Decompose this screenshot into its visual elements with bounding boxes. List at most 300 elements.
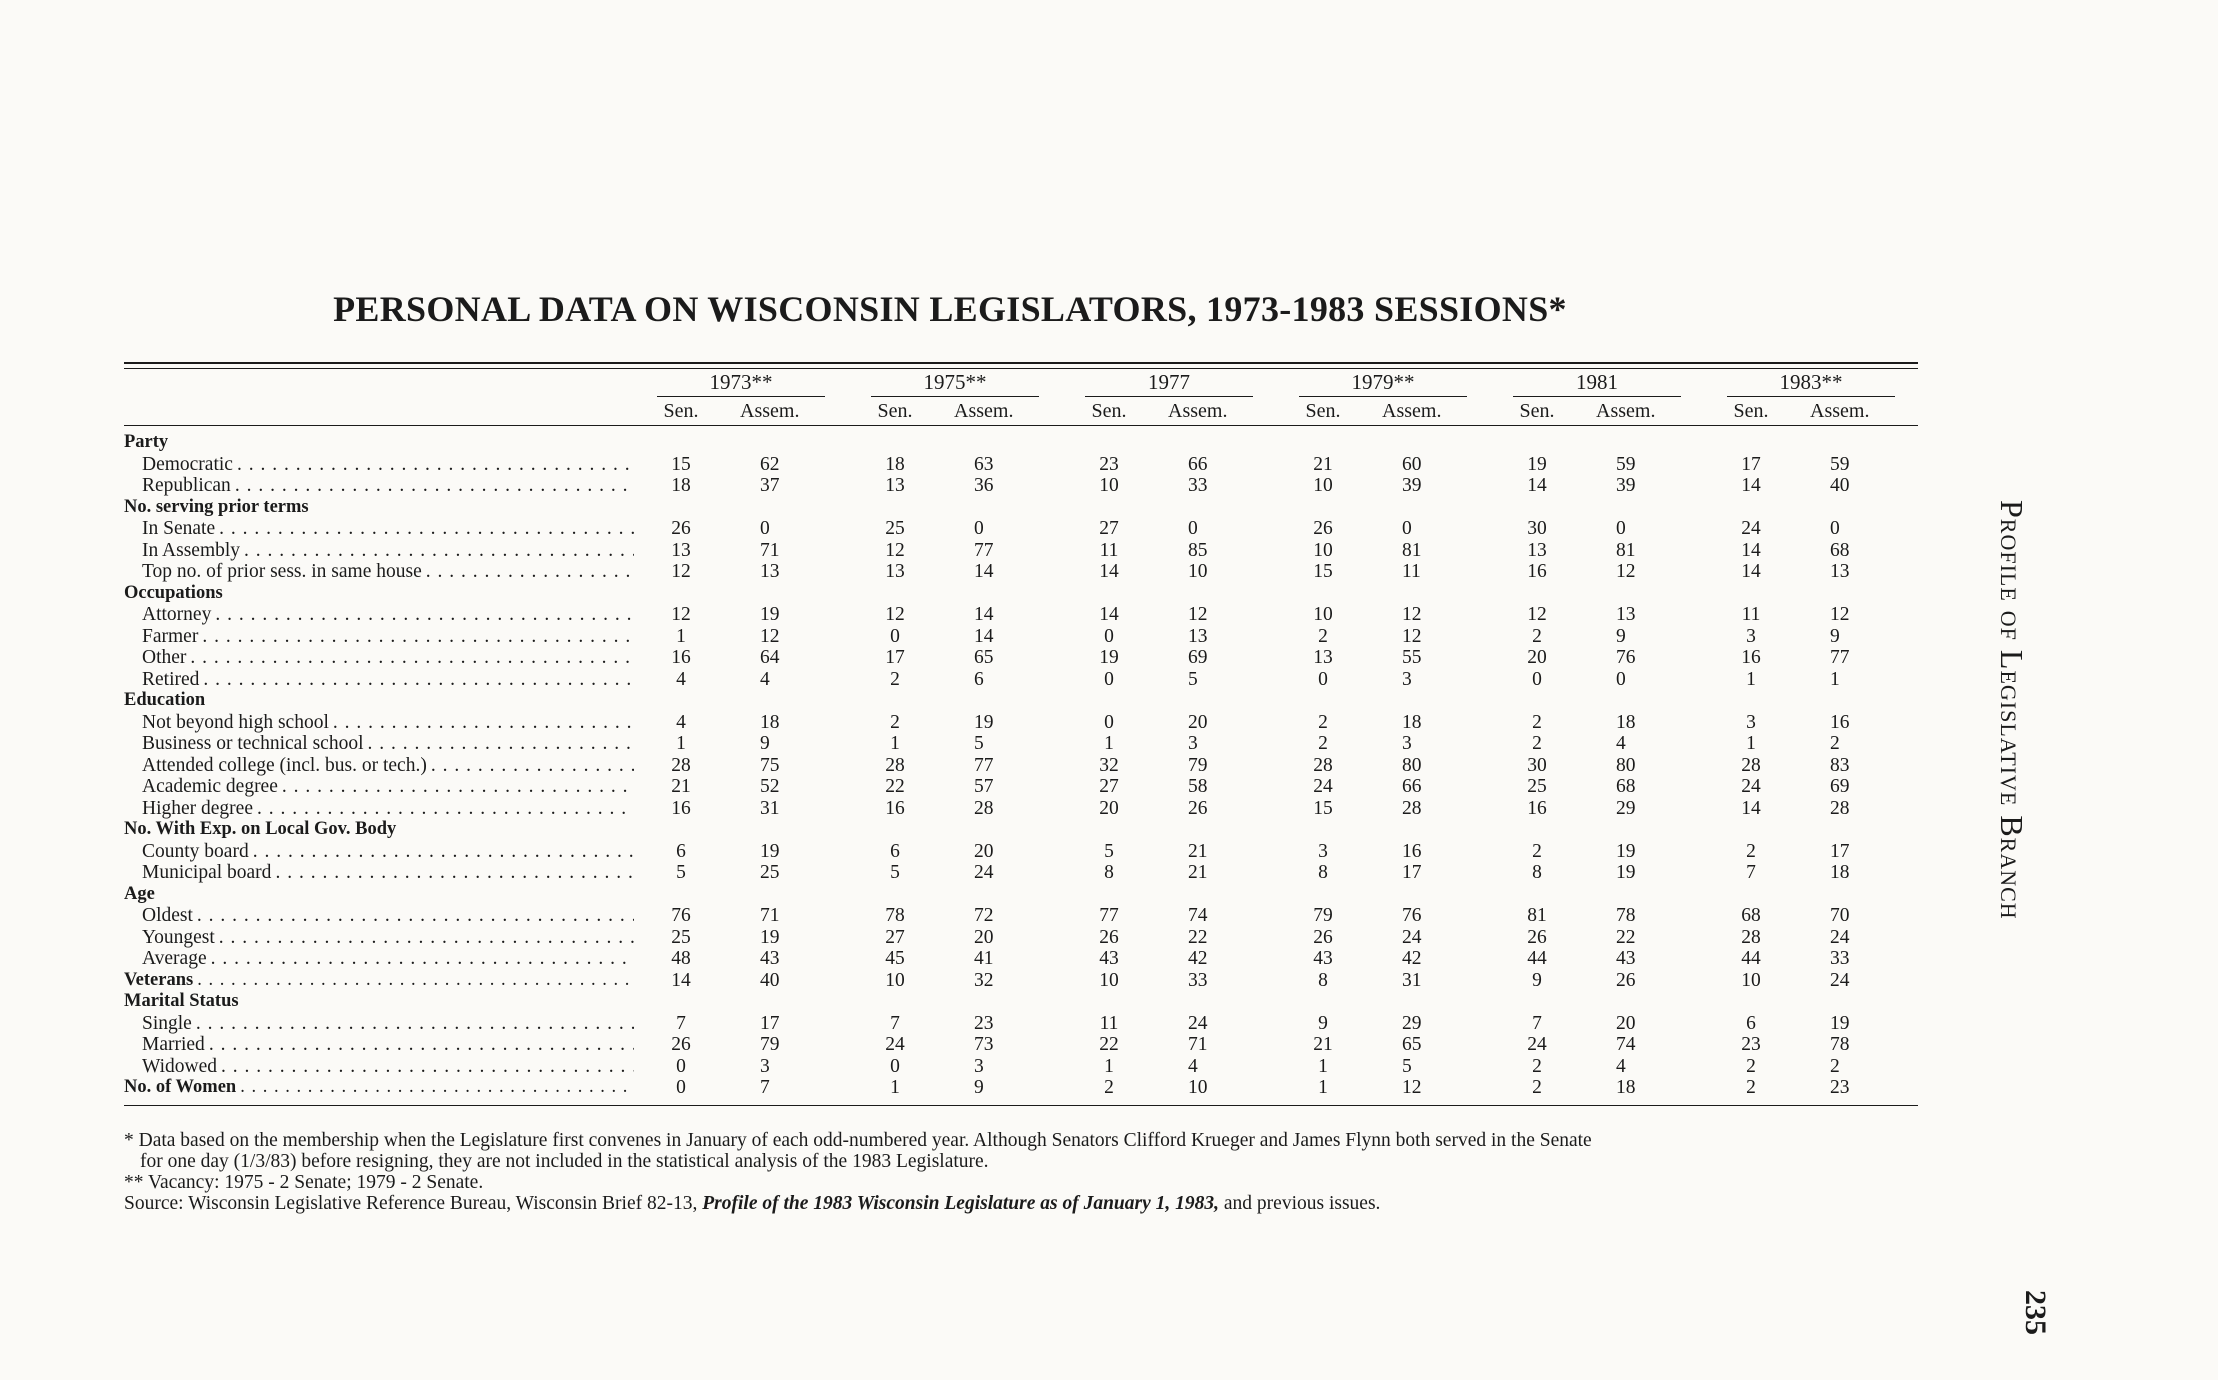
row-label (124, 712, 634, 734)
senate-value: 1 (1746, 668, 1756, 690)
senate-value: 15 (1313, 797, 1333, 819)
assembly-value: 58 (1188, 776, 1208, 797)
row-label-text: Farmer (142, 626, 202, 648)
year-header (1704, 369, 1918, 397)
senate-value: 8 (1318, 969, 1328, 991)
senate-value: 2 (1532, 840, 1542, 862)
row-label-text: Married (142, 1034, 209, 1056)
assembly-value: 79 (760, 1034, 780, 1055)
senate-value: 20 (1527, 647, 1547, 668)
footnote-1: * Data based on the membership when the Legislature first convenes in January of each odd-numbered year. Although Senators Clifford Krueger and James Flynn both served in the Senate (124, 1130, 1592, 1151)
senate-value: 14 (1099, 561, 1119, 582)
table-row (124, 948, 1918, 970)
table-row (124, 841, 1918, 863)
leader-dots (333, 712, 634, 734)
row-label-text: Average (142, 948, 211, 970)
assembly-value: 3 (760, 1055, 770, 1077)
assembly-value: 20 (974, 926, 994, 948)
assembly-value: 9 (1830, 625, 1840, 647)
assembly-value: 19 (760, 926, 780, 948)
footnote-2: ** Vacancy: 1975 - 2 Senate; 1979 - 2 Senate. (124, 1172, 484, 1193)
assembly-value: 55 (1402, 647, 1422, 668)
assembly-value: 24 (1830, 926, 1850, 948)
senate-value: 6 (890, 840, 900, 862)
table-row (124, 626, 1918, 648)
section-heading: No. serving prior terms (124, 496, 309, 517)
row-label-text: Youngest (142, 927, 219, 949)
senate-value: 2 (890, 711, 900, 733)
section-heading-row (124, 497, 1918, 519)
assembly-value: 13 (760, 561, 780, 582)
senate-value: 10 (885, 969, 905, 991)
assembly-value: 81 (1616, 539, 1636, 561)
table-row (124, 798, 1918, 820)
senate-value: 14 (1099, 604, 1119, 625)
row-label (124, 540, 634, 562)
leader-dots (190, 647, 634, 669)
assembly-value: 75 (760, 754, 780, 776)
assembly-value: 52 (760, 776, 780, 797)
senate-value: 44 (1527, 948, 1547, 969)
senate-value: 12 (671, 561, 691, 582)
section-heading-row (124, 432, 1918, 454)
data-table (124, 369, 1918, 1099)
assembly-value: 17 (1402, 862, 1422, 883)
assembly-value: 19 (1616, 862, 1636, 883)
assembly-value: 57 (974, 776, 994, 797)
assembly-value: 72 (974, 905, 994, 926)
assembly-value: 26 (1188, 797, 1208, 819)
assembly-value: 71 (1188, 1034, 1208, 1055)
assembly-value: 0 (760, 518, 770, 539)
assembly-value: 41 (974, 948, 994, 969)
assembly-value: 5 (1188, 668, 1198, 690)
senate-value: 4 (676, 711, 686, 733)
table-row (124, 475, 1918, 497)
assembly-value: 65 (1402, 1034, 1422, 1055)
assembly-value: 4 (1616, 733, 1626, 754)
senate-value: 26 (1527, 926, 1547, 948)
assembly-value: 26 (1616, 969, 1636, 991)
senate-value: 14 (1741, 475, 1761, 496)
page-number: 235 (2019, 1290, 2052, 1335)
row-label (124, 905, 634, 927)
leader-dots (209, 1034, 634, 1056)
senate-value: 0 (1104, 625, 1114, 647)
senate-value: 23 (1099, 453, 1119, 475)
assembly-value: 16 (1830, 711, 1850, 733)
assembly-value: 62 (760, 453, 780, 475)
table-row (124, 733, 1918, 755)
assembly-value: 32 (974, 969, 994, 991)
senate-value: 22 (1099, 1034, 1119, 1055)
senate-value: 24 (1741, 518, 1761, 539)
senate-value: 14 (1741, 797, 1761, 819)
row-label-text: County board (142, 841, 253, 863)
row-label-text: Academic degree (142, 776, 282, 798)
leader-dots (240, 1077, 634, 1099)
senate-value: 1 (890, 733, 900, 754)
table-row (124, 1056, 1918, 1078)
assembly-value: 77 (1830, 647, 1850, 668)
year-label: 1973** (657, 370, 825, 397)
senate-value: 13 (671, 539, 691, 561)
side-title: Profile of Legislative Branch (1994, 500, 2030, 920)
table-row (124, 540, 1918, 562)
senate-value: 43 (1099, 948, 1119, 969)
senate-value: 14 (1741, 539, 1761, 561)
assembly-value: 24 (1402, 926, 1422, 948)
assembly-value: 13 (1188, 625, 1208, 647)
row-label-text: No. of Women (124, 1077, 240, 1099)
senate-value: 30 (1527, 518, 1547, 539)
senate-value: 24 (1741, 776, 1761, 797)
senate-value: 28 (1741, 926, 1761, 948)
senate-value: 8 (1532, 862, 1542, 883)
assembly-value: 9 (974, 1077, 984, 1098)
table-row (124, 561, 1918, 583)
side-running-title (1994, 500, 2060, 1000)
row-label (124, 927, 634, 949)
senate-value: 26 (1313, 926, 1333, 948)
senate-value: 3 (1746, 711, 1756, 733)
assembly-value: 21 (1188, 840, 1208, 862)
senate-value: 2 (1532, 711, 1542, 733)
assembly-value: 5 (974, 733, 984, 754)
senate-value: 26 (1099, 926, 1119, 948)
senate-value: 3 (1746, 625, 1756, 647)
assembly-value: 2 (1830, 733, 1840, 754)
senate-value: 2 (1318, 625, 1328, 647)
section-heading-row (124, 991, 1918, 1013)
row-label (124, 948, 634, 970)
assembly-value: 28 (1402, 797, 1422, 819)
assembly-value: 77 (974, 754, 994, 776)
assembly-value: 43 (760, 948, 780, 969)
assembly-value: 3 (974, 1055, 984, 1077)
senate-value: 11 (1099, 539, 1119, 561)
assembly-value: 73 (974, 1034, 994, 1055)
senate-value: 12 (1527, 604, 1547, 625)
row-label (124, 970, 634, 992)
senate-value: 25 (885, 518, 905, 539)
senate-value: 0 (890, 625, 900, 647)
assembly-value: 4 (1616, 1055, 1626, 1077)
assembly-value: 23 (1830, 1077, 1850, 1098)
senate-value: 11 (1741, 604, 1761, 625)
table-row (124, 669, 1918, 691)
senate-value: 12 (885, 539, 905, 561)
senate-value: 43 (1313, 948, 1333, 969)
assembly-value: 7 (760, 1077, 770, 1098)
section-heading-row (124, 884, 1918, 906)
row-label (124, 862, 634, 884)
assembly-value: 63 (974, 453, 994, 475)
subheader-row (124, 397, 1918, 426)
assembly-value: 17 (760, 1012, 780, 1034)
assembly-value: 24 (1188, 1012, 1208, 1034)
senate-value: 3 (1318, 840, 1328, 862)
senate-value: 13 (1313, 647, 1333, 668)
senate-value: 28 (1313, 754, 1333, 776)
senate-value: 81 (1527, 905, 1547, 926)
assembly-value: 42 (1188, 948, 1208, 969)
assembly-value: 12 (1830, 604, 1850, 625)
leader-dots (197, 905, 634, 927)
senate-value: 16 (1527, 561, 1547, 582)
senate-value: 8 (1104, 862, 1114, 883)
page-title: PERSONAL DATA ON WISCONSIN LEGISLATORS, 1973-1983 SESSIONS* (333, 289, 1567, 329)
row-label (124, 755, 634, 777)
senate-value: 28 (1741, 754, 1761, 776)
assembly-value: 59 (1616, 453, 1636, 475)
senate-value: 19 (1099, 647, 1119, 668)
row-label (124, 1056, 634, 1078)
row-label (124, 776, 634, 798)
leader-dots (235, 475, 634, 497)
year-label: 1975** (871, 370, 1039, 397)
table-row (124, 905, 1918, 927)
legislators-table (124, 362, 1918, 1106)
senate-value: 2 (1532, 1055, 1542, 1077)
assembly-value: 12 (760, 625, 780, 647)
assembly-value: 18 (1830, 862, 1850, 883)
assembly-value: 21 (1188, 862, 1208, 883)
leader-dots (203, 669, 634, 691)
senate-value: 8 (1318, 862, 1328, 883)
year-label: 1981 (1513, 370, 1681, 397)
row-label (124, 1077, 634, 1099)
assembly-value: 19 (974, 711, 994, 733)
assembly-value: 77 (974, 539, 994, 561)
senate-value: 12 (671, 604, 691, 625)
senate-value: 14 (671, 969, 691, 991)
assembly-value: 78 (1616, 905, 1636, 926)
assembly-value: 0 (1616, 668, 1626, 690)
assembly-value: 40 (760, 969, 780, 991)
leader-dots (221, 1056, 634, 1078)
senate-value: 17 (1741, 453, 1761, 475)
senate-value: 16 (671, 797, 691, 819)
senate-value: 22 (885, 776, 905, 797)
assembly-value: 25 (760, 862, 780, 883)
senate-value: 2 (1532, 625, 1542, 647)
senate-value: 14 (1741, 561, 1761, 582)
table-row (124, 755, 1918, 777)
assembly-value: 9 (760, 733, 770, 754)
senate-value: 6 (1746, 1012, 1756, 1034)
senate-value: 26 (671, 518, 691, 539)
senate-value: 48 (671, 948, 691, 969)
assembly-value: 6 (974, 668, 984, 690)
source-note (124, 1193, 1924, 1214)
assembly-value: 9 (1616, 625, 1626, 647)
assembly-value: 60 (1402, 453, 1422, 475)
senate-value: 30 (1527, 754, 1547, 776)
senate-value: 24 (1313, 776, 1333, 797)
row-label (124, 1013, 634, 1035)
senate-value: 32 (1099, 754, 1119, 776)
senate-value: 2 (1104, 1077, 1114, 1098)
assembly-value: 74 (1616, 1034, 1636, 1055)
assembly-value: 12 (1402, 625, 1422, 647)
year-header (1490, 369, 1704, 397)
assembly-value: 79 (1188, 754, 1208, 776)
source-title: Profile of the 1983 Wisconsin Legislature as of January 1, 1983, (702, 1193, 1220, 1214)
table-row (124, 1077, 1918, 1099)
senate-value: 28 (671, 754, 691, 776)
senate-value: 1 (1318, 1077, 1328, 1098)
assembly-value: 64 (760, 647, 780, 668)
row-label (124, 798, 634, 820)
section-heading: Party (124, 432, 169, 452)
senate-value: 15 (1313, 561, 1333, 582)
senate-value: 7 (890, 1012, 900, 1034)
assembly-value: 20 (974, 840, 994, 862)
assembly-value: 78 (1830, 1034, 1850, 1055)
senate-value: 0 (1104, 668, 1114, 690)
senate-value: 16 (671, 647, 691, 668)
assembly-col-header: Assem. (954, 399, 1014, 422)
senate-value: 1 (676, 733, 686, 754)
leader-dots (202, 626, 634, 648)
senate-col-header: Sen. (663, 399, 699, 422)
assembly-value: 18 (760, 711, 780, 733)
assembly-value: 43 (1616, 948, 1636, 969)
assembly-col-header: Assem. (1810, 399, 1870, 422)
senate-value: 79 (1313, 905, 1333, 926)
senate-value: 5 (1104, 840, 1114, 862)
table-row (124, 1013, 1918, 1035)
senate-value: 18 (885, 453, 905, 475)
senate-value: 2 (890, 668, 900, 690)
senate-value: 21 (1313, 453, 1333, 475)
year-header (1276, 369, 1490, 397)
leader-dots (196, 1013, 634, 1035)
senate-value: 9 (1532, 969, 1542, 991)
table-row (124, 1034, 1918, 1056)
assembly-value: 39 (1402, 475, 1422, 496)
senate-value: 19 (1527, 453, 1547, 475)
row-label (124, 669, 634, 691)
leader-dots (257, 798, 634, 820)
assembly-value: 4 (1188, 1055, 1198, 1077)
senate-value: 20 (1099, 797, 1119, 819)
row-label (124, 561, 634, 583)
senate-value: 1 (1104, 733, 1114, 754)
senate-value: 26 (1313, 518, 1333, 539)
header-blank (124, 369, 634, 397)
assembly-value: 10 (1188, 1077, 1208, 1098)
assembly-value: 69 (1830, 776, 1850, 797)
assembly-value: 10 (1188, 561, 1208, 582)
assembly-value: 4 (760, 668, 770, 690)
assembly-value: 69 (1188, 647, 1208, 668)
row-label-text: Republican (142, 475, 235, 497)
senate-value: 16 (1527, 797, 1547, 819)
senate-value: 1 (890, 1077, 900, 1098)
senate-value: 1 (676, 625, 686, 647)
table-row (124, 970, 1918, 992)
senate-value: 24 (885, 1034, 905, 1055)
table-row (124, 776, 1918, 798)
assembly-col-header: Assem. (1596, 399, 1656, 422)
assembly-value: 12 (1616, 561, 1636, 582)
row-label-text: Not beyond high school (142, 712, 333, 734)
row-label-text: Retired (142, 669, 203, 691)
assembly-value: 24 (974, 862, 994, 883)
row-label-text: Widowed (142, 1056, 221, 1078)
table-row (124, 647, 1918, 669)
senate-value: 0 (1318, 668, 1328, 690)
senate-value: 2 (1746, 840, 1756, 862)
table-row (124, 518, 1918, 540)
assembly-value: 20 (1616, 1012, 1636, 1034)
assembly-value: 0 (1402, 518, 1412, 539)
assembly-value: 22 (1616, 926, 1636, 948)
assembly-col-header: Assem. (1168, 399, 1228, 422)
senate-col-header: Sen. (1305, 399, 1341, 422)
senate-value: 10 (1741, 969, 1761, 991)
senate-value: 7 (1532, 1012, 1542, 1034)
assembly-value: 76 (1616, 647, 1636, 668)
bottom-rule (124, 1105, 1918, 1106)
assembly-value: 39 (1616, 475, 1636, 496)
leader-dots (244, 540, 634, 562)
assembly-value: 66 (1402, 776, 1422, 797)
assembly-value: 71 (760, 539, 780, 561)
senate-value: 12 (885, 604, 905, 625)
assembly-value: 13 (1830, 561, 1850, 582)
senate-value: 21 (671, 776, 691, 797)
assembly-value: 14 (974, 625, 994, 647)
assembly-value: 29 (1402, 1012, 1422, 1034)
senate-value: 25 (671, 926, 691, 948)
assembly-value: 19 (1830, 1012, 1850, 1034)
table-row (124, 927, 1918, 949)
row-label-text: Attended college (incl. bus. or tech.) (142, 755, 431, 777)
assembly-value: 76 (1402, 905, 1422, 926)
assembly-value: 12 (1188, 604, 1208, 625)
assembly-value: 12 (1402, 604, 1422, 625)
senate-value: 27 (1099, 518, 1119, 539)
year-label: 1977 (1085, 370, 1253, 397)
senate-value: 17 (885, 647, 905, 668)
row-label-text: Veterans (124, 970, 197, 992)
leader-dots (219, 518, 634, 540)
row-label (124, 841, 634, 863)
assembly-value: 71 (760, 905, 780, 926)
leader-dots (219, 927, 634, 949)
row-label-text: Attorney (142, 604, 215, 626)
assembly-value: 3 (1402, 668, 1412, 690)
senate-value: 45 (885, 948, 905, 969)
senate-value: 77 (1099, 905, 1119, 926)
row-label (124, 647, 634, 669)
assembly-value: 37 (760, 475, 780, 496)
assembly-value: 36 (974, 475, 994, 496)
year-label: 1983** (1727, 370, 1895, 397)
assembly-value: 19 (760, 840, 780, 862)
senate-value: 11 (1099, 1012, 1119, 1034)
footnote-1-cont: for one day (1/3/83) before resigning, they are not included in the statistical analysis of the 1983 Legislature. (140, 1151, 989, 1172)
row-label-text: Municipal board (142, 862, 275, 884)
section-heading-row (124, 583, 1918, 605)
senate-value: 0 (676, 1055, 686, 1077)
row-label-text: Democratic (142, 454, 237, 476)
assembly-value: 18 (1616, 711, 1636, 733)
leader-dots (253, 841, 634, 863)
